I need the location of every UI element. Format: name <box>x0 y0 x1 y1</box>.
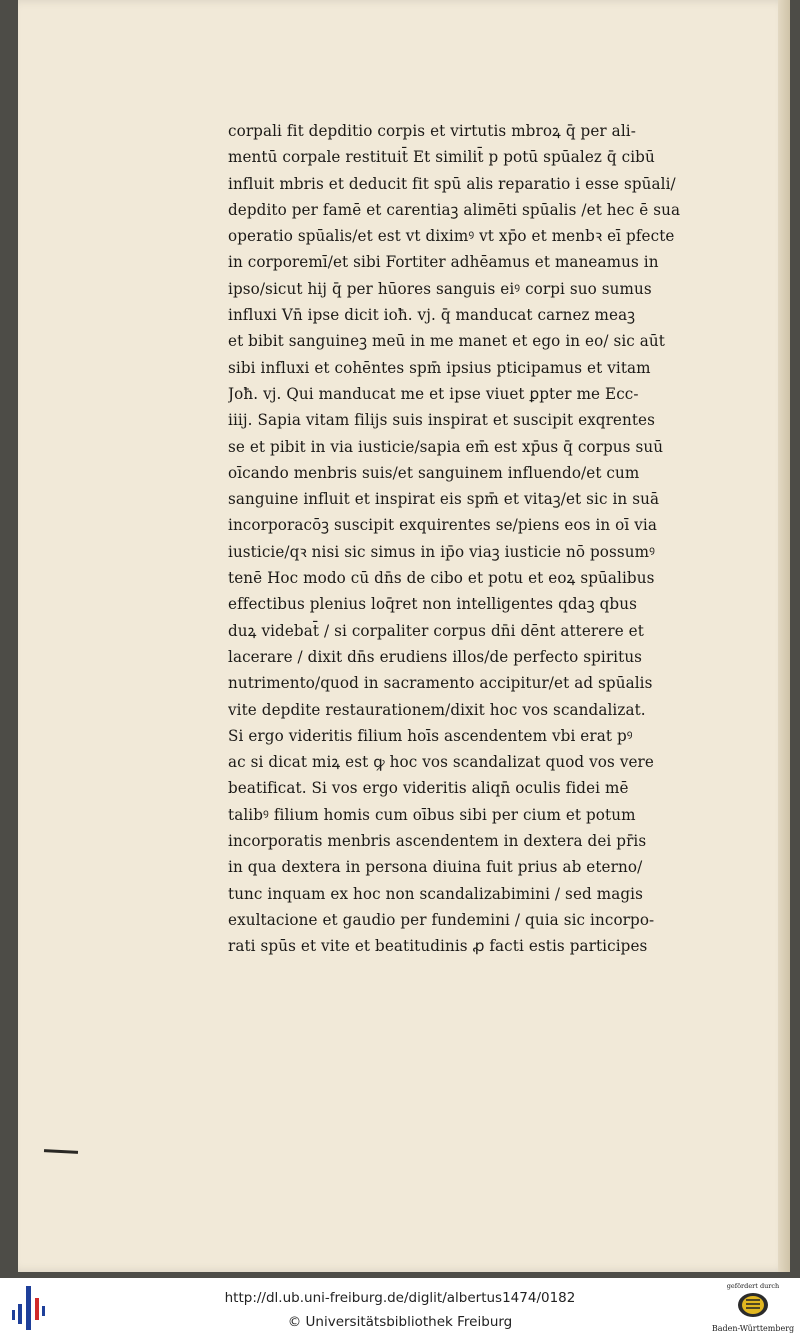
state-crest-icon <box>736 1291 770 1319</box>
text-line: lacerare / dixit dn̄s erudiens illos/de perfecto spiritus <box>228 647 643 666</box>
copyright-notice: © Universitätsbibliothek Freiburg <box>287 1314 513 1330</box>
sponsor-caption: gefördert durch <box>726 1282 780 1290</box>
text-line: sibi influxi et cohēntes spm̄ ipsius pticipamus et vitam <box>228 358 651 377</box>
text-line: iiij. Sapia vitam filijs suis inspirat et suscipit exqrentes <box>228 411 656 430</box>
text-line: beatificat. Si vos ergo videritis aliqn̄ oculis fidei mē <box>228 779 629 798</box>
text-line: sanguine influit et inspirat eis spm̄ et vitaꝫ/et sic in suā <box>228 490 660 509</box>
text-line: influit mbris et deducit fit spū alis reparatio i esse spūali/ <box>228 174 676 193</box>
margin-mark <box>44 1149 78 1154</box>
text-line: oīcando menbris suis/et sanguinem influendo/et cum <box>228 463 640 482</box>
page-url-link[interactable]: http://dl.ub.uni-freiburg.de/diglit/albertus1474/0182 <box>224 1290 576 1306</box>
text-line: exultacione et gaudio per fundemini / quia sic incorpo- <box>228 910 655 929</box>
text-line: rati spūs et vite et beatitudinis ꝓ facti estis participes <box>228 937 648 956</box>
text-line: influxi Vn̄ ipse dicit ioħ. vj. q̄ manducat carnez meaꝫ <box>228 306 636 325</box>
text-line: tenē Hoc modo cū dn̄s de cibo et potu et eoꝝ spūalibus <box>228 569 655 588</box>
page-edge <box>778 0 790 1272</box>
text-line: et bibit sanguineꝫ meū in me manet et ego in eo/ sic aūt <box>228 332 666 351</box>
text-line: effectibus plenius loq̄ret non intelligentes qdaꝫ qbus <box>228 595 637 614</box>
text-line: ipso/sicut hij q̄ per hūores sanguis eiꝰ corpi suo sumus <box>228 279 652 298</box>
text-line: in qua dextera in persona diuina fuit prius ab eterno/ <box>228 858 643 877</box>
text-line: talibꝰ filium homis cum oībus sibi per cium et potum <box>228 805 636 824</box>
text-line: Joħ. vj. Qui manducat me et ipse viuet ꝑpter me Ecc- <box>228 384 639 403</box>
text-line: in corporemī/et sibi Fortiter adhēamus et maneamus in <box>228 253 659 272</box>
text-line: operatio spūalis/et est vt diximꝰ vt xp̄o et menbꝛ eī pfecte <box>228 227 675 246</box>
text-line: Si ergo videritis filium hoīs ascendentem vbi erat pꝰ <box>228 726 633 745</box>
text-line: depdito per famē et carentiaꝫ alimēti spūalis /et hec ē sua <box>228 200 681 219</box>
text-line: ac si dicat miꝝ est ꝙ hoc vos scandalizat quod vos vere <box>228 753 654 772</box>
text-line: incorporatis menbris ascendentem in dextera dei pr̄is <box>228 832 647 851</box>
text-line: corpali fit depditio corpis et virtutis mbroꝝ q̄ per ali- <box>228 122 636 140</box>
text-line: incorporacōꝫ suscipit exquirentes se/piens eos in oī via <box>228 516 658 535</box>
text-line: iusticie/qꝛ nisi sic simus in ip̄o viaꝫ iusticie nō possumꝰ <box>228 542 655 561</box>
text-line: duꝝ videbat̄ / si corpaliter corpus dn̄i dēnt atterere et <box>228 621 644 640</box>
sponsor-badge <box>710 1282 796 1334</box>
sponsor-name: Baden-Württemberg <box>711 1324 795 1333</box>
book-page <box>18 0 790 1272</box>
text-line: vite depdite restaurationem/dixit hoc vos scandalizat. <box>228 700 646 719</box>
text-line: tunc inquam ex hoc non scandalizabimini / sed magis <box>228 884 643 903</box>
viewer-footer <box>0 1278 800 1335</box>
text-line: se et pibit in via iusticie/sapia em̄ est xp̄us q̄ corpus suū <box>228 437 664 456</box>
page-text <box>228 118 711 960</box>
text-line: mentū corpale restituit̄ Et similit̄ p potū spūalez q̄ cibū <box>228 148 655 167</box>
text-line: nutrimento/quod in sacramento accipitur/et ad spūalis <box>228 674 653 693</box>
